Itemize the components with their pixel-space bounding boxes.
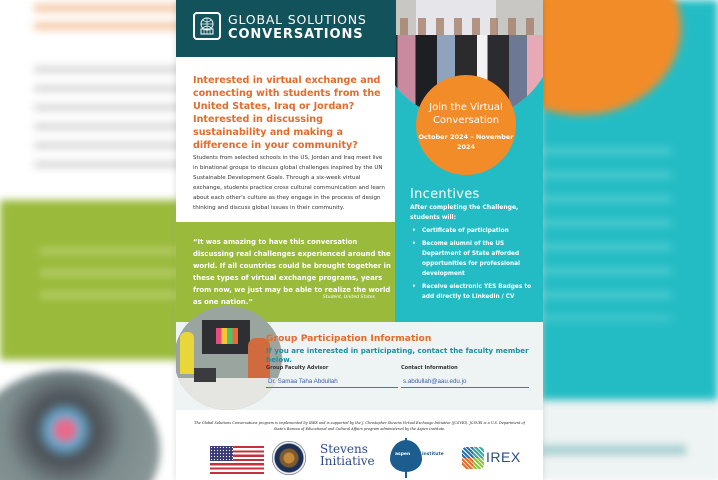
quote-panel (176, 222, 395, 322)
blur-incentives (541, 140, 671, 320)
stevens-line2: Initiative (320, 454, 375, 468)
incentives-section (410, 187, 538, 305)
join-dates: October 2024 – November 2024 (418, 133, 514, 151)
join-badge (416, 75, 516, 175)
us-flag-icon (210, 446, 264, 474)
blur-line (541, 445, 686, 455)
blur-body (34, 60, 184, 168)
institute-label: institute (422, 452, 444, 457)
stevens-initiative-logo (320, 443, 375, 467)
stevens-line1: Stevens (320, 442, 368, 456)
incentives-lead: After completing the Challenge, students will: (410, 204, 519, 221)
blur-headline (34, 0, 194, 34)
quote-text: “It was amazing to have this conversation discussing real challenges experienced around the world. If all countries could be brought together in these types of virtual exchange programs, years from now, we just may be able to realize the world as one nation.” (193, 238, 391, 306)
irex-logo-text: IREX (486, 449, 521, 465)
flag-canton (210, 446, 233, 461)
sdg-grid (216, 328, 238, 344)
blur-green-panel (0, 200, 180, 360)
laptop (194, 368, 216, 382)
quote-attribution: Student, United States (322, 295, 375, 300)
join-title: Join the Virtual Conversation (429, 102, 503, 126)
incentive-item: • Receive electronic YES Badges to add directly to Linkedin / CV (410, 282, 538, 302)
classroom-screen (202, 320, 250, 354)
advisor-label: Group Faculty Advisor (266, 365, 329, 371)
contact-email-field[interactable]: s.abdullah@aau.edu.jo (401, 377, 529, 388)
header (176, 0, 396, 57)
partner-logos (176, 438, 543, 478)
blur-photo (0, 370, 160, 480)
incentives-list (410, 226, 538, 302)
globe-building-icon (193, 12, 221, 40)
irex-mark-icon (462, 447, 484, 469)
globe-icon-svg (197, 16, 217, 36)
header-title-line1: GLOBAL SOLUTIONS (228, 12, 367, 27)
aspen-label: aspen (395, 452, 411, 457)
header-title-line2: CONVERSATIONS (228, 27, 364, 42)
blur-quote-lines (40, 240, 180, 310)
advisor-field[interactable]: Dr. Samaa Taha Abdullah (266, 377, 398, 388)
person-yellow (180, 332, 194, 374)
group-info-subtitle: If you are interested in participating, contact the faculty member below. (266, 346, 529, 364)
background-right-blur (541, 0, 718, 480)
incentives-title: Incentives (410, 187, 480, 202)
intro-question: Interested in virtual exchange and connecting with students from the United States, Iraq or Jordan? Interested in discussing sustainability and making a difference in your community? (193, 75, 381, 151)
intro-panel (176, 57, 395, 222)
background-left-blur (0, 0, 178, 480)
aspen-institute-logo (385, 438, 444, 478)
group-info-title: Group Participation Information (266, 333, 432, 344)
blur-info-panel (541, 400, 718, 480)
flyer (176, 0, 543, 480)
footer-note: The Global Solutions Conversations program is implemented by IREX and is supported by the J. Christopher Stevens Virtual Exchange Initiative (JCSVEI). JCSVEI is a U.S. Department of State's Bureau of Educational and Cultural Affairs program administered by the Aspen Institute. (194, 421, 525, 431)
state-department-seal-icon (272, 441, 306, 475)
incentive-item: • Certificate of participation (410, 226, 538, 236)
intro-body: Students from selected schools in the US, Jordan and Iraq meet live in binational groups to discuss global challenges inspired by the UN Sustainable Development Goals. Through a six-week virtual exchange, students practice cross cultural communication and learn about each other's culture as they engage in the process of design thinking and discuss global issues in their community. (193, 155, 385, 211)
incentive-item: • Become alumni of the US Department of State afforded opportunities for professional development (410, 239, 538, 279)
contact-label: Contact Information (401, 365, 458, 371)
